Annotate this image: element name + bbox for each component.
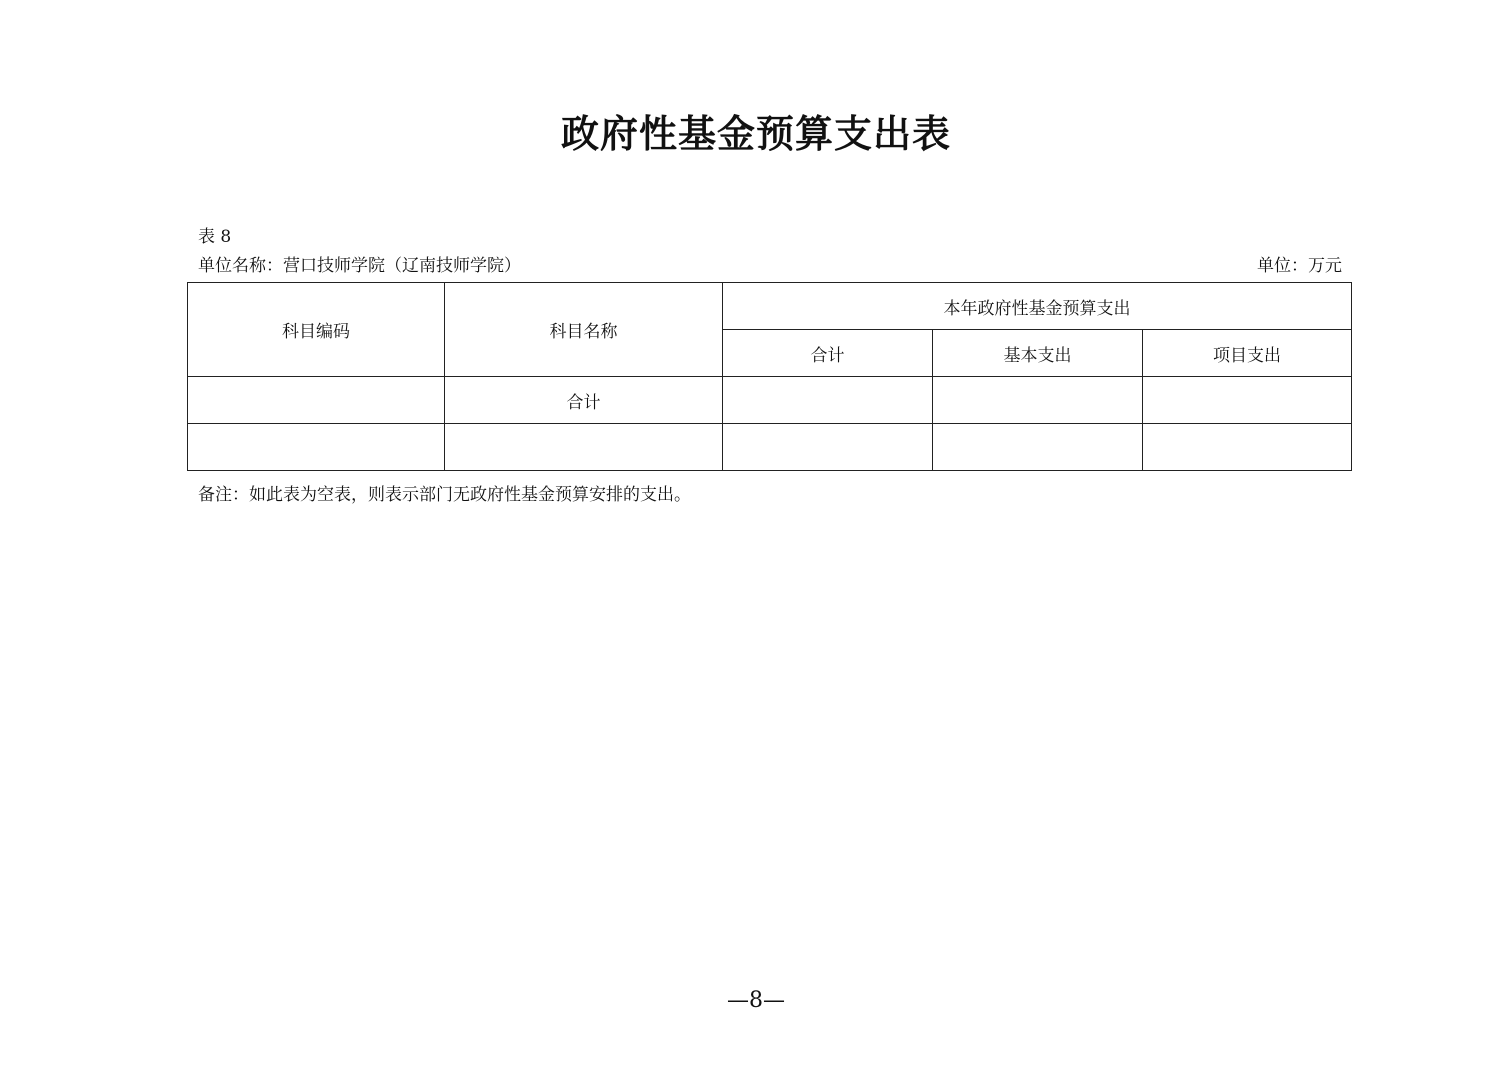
header-subject-code: 科目编码 — [188, 283, 445, 377]
header-project: 项目支出 — [1143, 330, 1352, 377]
table-cell — [445, 424, 723, 471]
header-total: 合计 — [723, 330, 933, 377]
table-cell — [188, 377, 445, 424]
table-cell — [723, 377, 933, 424]
table-row — [188, 424, 1352, 471]
table-cell — [1143, 424, 1352, 471]
table-cell: 合计 — [445, 377, 723, 424]
unit-name: 单位名称：营口技师学院（辽南技师学院） — [198, 256, 521, 276]
table-row — [188, 377, 1352, 424]
table-cell — [1143, 377, 1352, 424]
page-title: 政府性基金预算支出表 — [560, 111, 951, 156]
table-cell — [188, 424, 445, 471]
page-number: —8— — [727, 988, 785, 1013]
table-number: 表 8 — [198, 227, 232, 247]
header-group: 本年政府性基金预算支出 — [723, 283, 1352, 330]
header-subject-name: 科目名称 — [445, 283, 723, 377]
table-cell — [933, 424, 1143, 471]
table-header-row — [188, 283, 1352, 330]
table-cell — [933, 377, 1143, 424]
unit-currency: 单位：万元 — [1257, 256, 1342, 276]
header-basic: 基本支出 — [933, 330, 1143, 377]
budget-table — [187, 282, 1352, 471]
footnote: 备注：如此表为空表，则表示部门无政府性基金预算安排的支出。 — [198, 485, 691, 505]
table-cell — [723, 424, 933, 471]
